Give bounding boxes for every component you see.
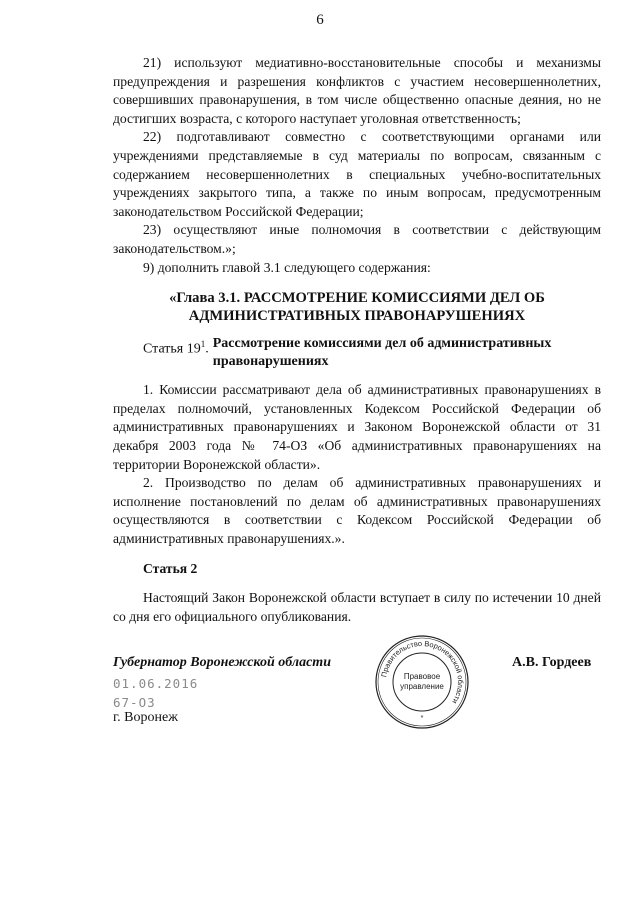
article-19-title: Рассмотрение комиссиями дел об административных правонарушениях — [212, 336, 552, 370]
chapter-heading — [113, 289, 601, 325]
paragraph-9: 9) дополнить главой 3.1 следующего содержания: — [143, 259, 431, 275]
page-number: 6 — [316, 12, 324, 28]
seal-ring-text: Правительство Воронежской области — [379, 638, 466, 706]
article-19-label-suffix: . — [205, 341, 209, 357]
date-stamp: 01.06.2016 — [113, 676, 199, 691]
seal-center-line2: управление — [400, 682, 444, 691]
article-19-superscript: 1 — [200, 339, 206, 350]
signatory-name: А.В. Гордеев — [512, 655, 592, 670]
law-number-stamp: 67-ОЗ — [113, 695, 156, 710]
seal-center-line1: Правовое — [403, 672, 441, 681]
paragraph-23: 23) осуществляют иные полномочия в соответствии с действующим законодательством.»; — [113, 222, 601, 256]
chapter-heading-line1: «Глава 3.1. РАССМОТРЕНИЕ КОМИССИЯМИ ДЕЛ ОБ — [169, 290, 545, 307]
article-19-item-1: 1. Комиссии рассматривают дела об административных правонарушениях в пределах полномочий, установленных Кодексом Российской Федерации об административных правонарушениях и Законом Воронежской области от 31 декабря 2003 года № 74-ОЗ «Об административных правонарушениях на территории Воронежской области». — [113, 382, 601, 472]
article-2-heading: Статья 2 — [143, 561, 198, 577]
signatory-title: Губернатор Воронежской области — [113, 655, 331, 670]
article-19-label — [143, 335, 209, 371]
city: г. Воронеж — [113, 710, 178, 725]
chapter-heading-line2: АДМИНИСТРАТИВНЫХ ПРАВОНАРУШЕНИЯХ — [188, 308, 526, 325]
article-2-text: Настоящий Закон Воронежской области вступает в силу по истечении 10 дней со дня его официального опубликования. — [113, 590, 601, 624]
article-19-item-2: 2. Производство по делам об административных правонарушениях и исполнение постановлений по делам об административных правонарушениях осуществляются в соответствии с Кодексом Российской Федерации об административных правонарушениях.». — [113, 475, 601, 546]
paragraph-21: 21) используют медиативно-восстановительные способы и механизмы предупреждения и разрешения конфликтов с участием несовершеннолетних, совершивших правонарушения, в том числе общественно опасные деяния, но не достигших возраста, с которого наступает уголовная ответственность; — [113, 55, 601, 126]
seal-star-icon: * — [420, 715, 424, 722]
paragraph-22: 22) подготавливают совместно с соответствующими органами или учреждениями представляемые в суд материалы по вопросам, связанным с содержанием несовершеннолетних в специальных учебно-воспитательных учреждениях закрытого типа, а также по иным вопросам, предусмотренным законодательством Российской Федерации; — [113, 129, 601, 219]
article-19-label-text: Статья 19 — [143, 341, 201, 357]
document-body — [113, 54, 601, 626]
official-seal — [374, 634, 470, 730]
article-19-heading — [143, 335, 601, 371]
